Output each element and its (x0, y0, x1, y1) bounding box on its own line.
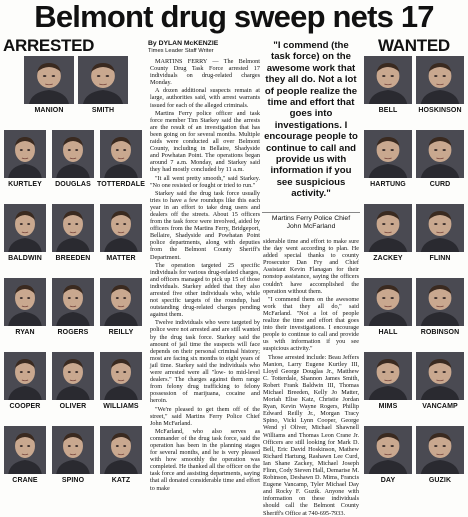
quote-credit-name: John McFarland (286, 223, 336, 230)
arrested-mugshot-grid (0, 56, 146, 500)
mugshot-card (412, 130, 468, 192)
mugshot-photo (100, 278, 142, 326)
mugshot-name: TOTTERDALE (97, 181, 145, 188)
mugshot-name: MANION (34, 107, 64, 114)
mugshot-card (48, 130, 98, 192)
mugshot-photo (416, 352, 464, 400)
mugshot-photo (4, 278, 46, 326)
mugshot-card (96, 426, 146, 488)
mugshot-photo (364, 56, 412, 104)
article-column-2 (263, 238, 359, 517)
mugshot-photo (100, 130, 142, 178)
mugshot-name: FLINN (429, 255, 451, 262)
mugshot-photo (416, 278, 464, 326)
mugshot-card (96, 204, 146, 266)
mugshot-name: DOUGLAS (55, 181, 91, 188)
mugshot-photo (52, 426, 94, 474)
mugshot-card (360, 56, 416, 118)
mugshot-card (74, 56, 132, 118)
mugshot-photo (416, 56, 464, 104)
mugshot-name: KURTLEY (8, 181, 42, 188)
article-paragraph: A dozen additional suspects remain at large, authorities said, with arrest warrants issued for each of the alleged criminals. (150, 87, 260, 109)
mugshot-name: HALL (378, 329, 398, 336)
mugshot-photo (416, 426, 464, 474)
mugshot-card (412, 352, 468, 414)
mugshot-name: BREEDEN (55, 255, 91, 262)
mugshot-card (360, 278, 416, 340)
mugshot-card (360, 130, 416, 192)
article-paragraph: "I commend them on the awesome work that they all do," said McFarland. "Not a lot of people realize the time and effort that goes into their investigations. I encourage people to continue to call and provide us with information if you see suspicious activity." (263, 295, 359, 353)
mugshot-photo (100, 426, 142, 474)
mugshot-card (48, 426, 98, 488)
article-paragraph: "We're pleased to get them off of the street," said Martins Ferry Police Chief John McFarland. (150, 405, 260, 427)
wanted-mugshot-grid (360, 56, 468, 500)
pull-quote-credit (262, 212, 360, 236)
mugshot-photo (100, 352, 142, 400)
mugshot-name: BELL (378, 107, 398, 114)
mugshot-photo (52, 204, 94, 252)
mugshot-photo (364, 352, 412, 400)
mugshot-card (96, 130, 146, 192)
mugshot-name: GUZIK (428, 477, 452, 484)
staff-writer-credit: Times Leader Staff Writer (148, 48, 214, 54)
mugshot-photo (416, 204, 464, 252)
mugshot-name: ROGERS (57, 329, 89, 336)
mugshot-name: KATZ (111, 477, 131, 484)
mugshot-photo (52, 352, 94, 400)
mugshot-photo (416, 130, 464, 178)
byline: By DYLAN McKENZIE (148, 40, 219, 47)
mugshot-name: MIMS (378, 403, 398, 410)
mugshot-card (360, 426, 416, 488)
article-paragraph: siderable time and effort to make sure the day went according to plan. He added special thanks to county Prosecutor Dan Fry and Chief Assistant Kevin Flanagan for their nonstop assistance, saying the officers couldn't have accomplished the operation without them. (263, 238, 359, 295)
mugshot-photo (364, 278, 412, 326)
article-paragraph: Those arrested include: Beau Jeffers Manion, Larry Eugene Kurtley III, Lloyd George Douglas Jr., Matthew C. Totterdale, Shannon James Smith, Robert Frank Baldwin III, Thomas Michael Breeden, Kelly Jo Matter, Moriah Elise Katz, Christie Jordan Ryan, Kevin Wayne Rogers, Phillip Edward Reilly Jr., Morgan Tracy Spino, Vicki Lynn Cooper, George Wend yl Oliver, Michael Shawnell Williams and Thomas Leon Crane Jr. Officers are still looking for Mark D. Bell, Eric David Hoskinson, Mathew Richard Hartung, Rashawn Lee Curd, Ian Shane Zackey, Michael Joseph Flinn, Cody Steven Hall, Demarise M. Robinson, Deshawn D. Mims, Francis Eugene Vancamp, Tyler Michael Day and Rocky F. Guzik. Anyone with information on these individuals should call the Belmont County Sheriff's Office at 740-695-7933. (263, 353, 359, 517)
mugshot-photo (4, 426, 46, 474)
mugshot-card (20, 56, 78, 118)
arrested-section-label: ARRESTED (3, 36, 95, 55)
mugshot-name: ROBINSON (420, 329, 460, 336)
mugshot-name: COOPER (9, 403, 41, 410)
mugshot-name: VANCAMP (422, 403, 458, 410)
mugshot-card (360, 204, 416, 266)
mugshot-name: BALDWIN (8, 255, 42, 262)
mugshot-card (48, 278, 98, 340)
mugshot-card (412, 278, 468, 340)
mugshot-name: OLIVER (59, 403, 87, 410)
mugshot-name: RYAN (15, 329, 35, 336)
mugshot-card (412, 426, 468, 488)
mugshot-photo (52, 278, 94, 326)
mugshot-name: SMITH (91, 107, 115, 114)
mugshot-photo (364, 204, 412, 252)
mugshot-card (0, 426, 50, 488)
article-paragraph: MARTINS FERRY — The Belmont County Drug Task Force arrested 17 individuals on drug-related charges Monday. (150, 58, 260, 87)
headline: Belmont drug sweep nets 17 (34, 0, 434, 34)
mugshot-card (360, 352, 416, 414)
mugshot-photo (364, 426, 412, 474)
mugshot-card (96, 278, 146, 340)
mugshot-name: CRANE (12, 477, 38, 484)
mugshot-card (412, 204, 468, 266)
mugshot-name: CURD (429, 181, 451, 188)
article-column-1 (150, 58, 260, 500)
article-paragraph: Starkey said the drug task force usually tries to have a few roundups like this each year in an effort to take drug users and dealers off the streets. About 15 officers from the task force were involved, aided by officers from the Martins Ferry, Bridgeport, Bellaire, Shadyside and Powhatan Point police departments, along with deputies from the Belmont County Sheriff's Department. (150, 189, 260, 261)
mugshot-photo (52, 130, 94, 178)
mugshot-card (0, 204, 50, 266)
mugshot-photo (78, 56, 128, 104)
mugshot-name: HOSKINSON (418, 107, 462, 114)
mugshot-name: MATTER (106, 255, 136, 262)
pull-quote: "I commend (the task force) on the awesome work that they all do. Not a lot of people realize the time and effort that goes into investigations. I encourage people to continue to call and provide us with information if you see suspicious activity." (264, 40, 358, 200)
mugshot-card (412, 56, 468, 118)
quote-credit-title: Martins Ferry Police Chief (271, 215, 351, 222)
mugshot-photo (100, 204, 142, 252)
mugshot-card (48, 204, 98, 266)
mugshot-photo (4, 204, 46, 252)
mugshot-card (0, 352, 50, 414)
mugshot-card (0, 130, 50, 192)
mugshot-photo (4, 130, 46, 178)
wanted-section-label: WANTED (378, 36, 450, 55)
mugshot-name: SPINO (61, 477, 85, 484)
mugshot-name: REILLY (108, 329, 134, 336)
mugshot-card (0, 278, 50, 340)
mugshot-photo (4, 352, 46, 400)
article-paragraph: Twelve individuals who were targeted by police were not arrested and are still wanted by the drug task force. Starkey said the amount of jail time the suspects will face depends on their personal criminal history; most are facing six months to eight years of jail time. Starkey said the individuals who were arrested were all "low- to mid-level dealers." The charges against them range from felony drug trafficking to felony possession of marijuana, cocaine and heroin. (150, 319, 260, 405)
article-paragraph: Martins Ferry police officer and task force member Tim Starkey said the arrests are the result of an investigation that has been going on for several months. Multiple raids were conducted all over Belmont County, including in Bellaire, Shadyside and Powhatan Point. The operations began around 7 a.m. Monday, and Starkey said they had mostly concluded by 11 a.m. (150, 109, 260, 174)
mugshot-name: HARTUNG (370, 181, 406, 188)
mugshot-photo (24, 56, 74, 104)
article-paragraph: McFarland, who also serves as commander of the drug task force, said the operation has been in the planning stages for several months, and he is very pleased with how smoothly the operation was completed. He thanked all the officer on the task force and assisting departments, saying that all donated considerable time and effort to make (150, 427, 260, 492)
mugshot-photo (364, 130, 412, 178)
article-paragraph: The operation targeted 25 specific individuals for various drug-related charges, and officers managed to pick up 15 of those individuals. Starkey added that they also arrested five other individuals who, while not specific targets of the roundup, had outstanding drug-related charges pending against them. (150, 261, 260, 319)
mugshot-name: ZACKEY (373, 255, 403, 262)
mugshot-name: WILLIAMS (103, 403, 139, 410)
mugshot-card (48, 352, 98, 414)
mugshot-name: DAY (380, 477, 396, 484)
article-paragraph: "It all went pretty smooth," said Starkey. "No one resisted or fought or tried to run." (150, 174, 260, 189)
mugshot-card (96, 352, 146, 414)
